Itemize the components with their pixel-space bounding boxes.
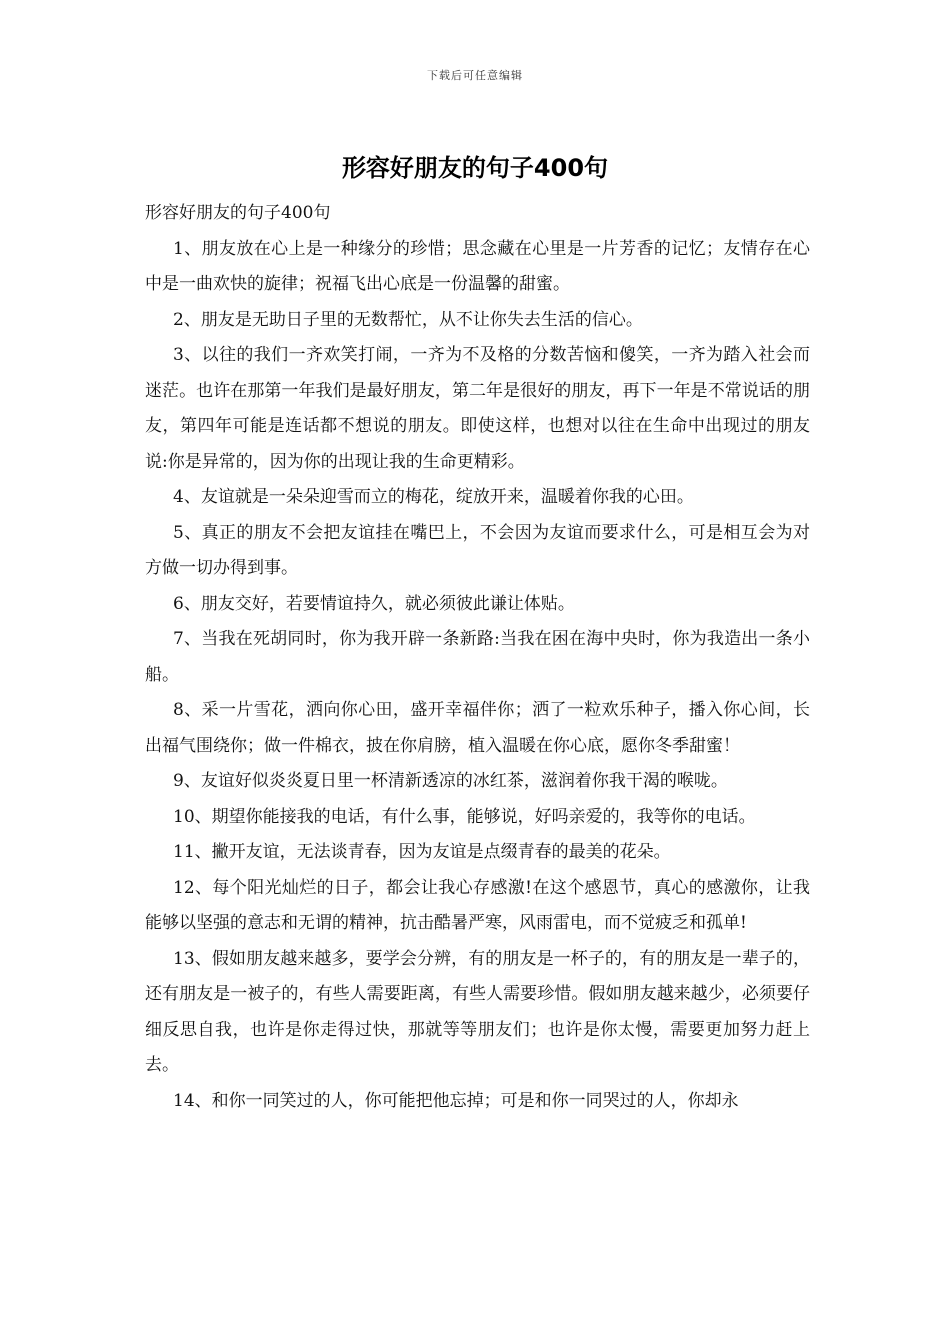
document-title: 形容好朋友的句子400句 bbox=[341, 154, 609, 182]
paragraph: 5、真正的朋友不会把友谊挂在嘴巴上，不会因为友谊而要求什么，可是相互会为对方做一切办得到事。 bbox=[145, 522, 810, 578]
paragraph: 2、朋友是无助日子里的无数帮忙，从不让你失去生活的信心。 bbox=[173, 309, 643, 330]
paragraph: 10、期望你能接我的电话，有什么事，能够说，好吗亲爱的，我等你的电话。 bbox=[173, 806, 756, 827]
document-body bbox=[145, 196, 810, 1119]
paragraph: 3、以往的我们一齐欢笑打闹，一齐为不及格的分数苦恼和傻笑，一齐为踏入社会而迷茫。也许在那第一年我们是最好朋友，第二年是很好的朋友，再下一年是不常说话的朋友，第四年可能是连话都不想说的朋友。即使这样，也想对以往在生命中出现过的朋友说:你是异常的，因为你的出现让我的生命更精彩。 bbox=[145, 345, 810, 472]
paragraph: 12、每个阳光灿烂的日子，都会让我心存感激!在这个感恩节，真心的感激你，让我能够以坚强的意志和无谓的精神，抗击酷暑严寒，风雨雷电，而不觉疲乏和孤单! bbox=[145, 877, 810, 933]
paragraph: 9、友谊好似炎炎夏日里一杯清新透凉的冰红茶，滋润着你我干渴的喉咙。 bbox=[173, 771, 728, 791]
paragraph: 14、和你一同笑过的人，你可能把他忘掉；可是和你一同哭过的人，你却永 bbox=[173, 1090, 739, 1111]
paragraph: 4、友谊就是一朵朵迎雪而立的梅花，绽放开来，温暖着你我的心田。 bbox=[173, 487, 694, 507]
paragraph: 6、朋友交好，若要情谊持久，就必须彼此谦让体贴。 bbox=[173, 593, 575, 614]
paragraph: 8、采一片雪花，洒向你心田，盛开幸福伴你；洒了一粒欢乐种子，播入你心间，长出福气围绕你；做一件棉衣，披在你肩膀，植入温暖在你心底，愿你冬季甜蜜！ bbox=[145, 700, 810, 756]
page-header-note: 下载后可任意编辑 bbox=[427, 69, 523, 82]
paragraph: 13、假如朋友越来越多，要学会分辨，有的朋友是一杯子的，有的朋友是一辈子的，还有朋友是一被子的，有些人需要距离，有些人需要珍惜。假如朋友越来越少，必须要仔细反思自我，也许是你走得过快，那就等等朋友们；也许是你太慢，需要更加努力赶上去。 bbox=[145, 948, 810, 1075]
paragraph: 7、当我在死胡同时，你为我开辟一条新路:当我在困在海中央时，你为我造出一条小船。 bbox=[145, 629, 810, 685]
paragraph: 11、撇开友谊，无法谈青春，因为友谊是点缀青春的最美的花朵。 bbox=[173, 842, 671, 862]
document-subtitle: 形容好朋友的句子400句 bbox=[145, 203, 331, 223]
paragraph: 1、朋友放在心上是一种缘分的珍惜；思念藏在心里是一片芳香的记忆；友情存在心中是一曲欢快的旋律；祝福飞出心底是一份温馨的甜蜜。 bbox=[145, 238, 810, 294]
